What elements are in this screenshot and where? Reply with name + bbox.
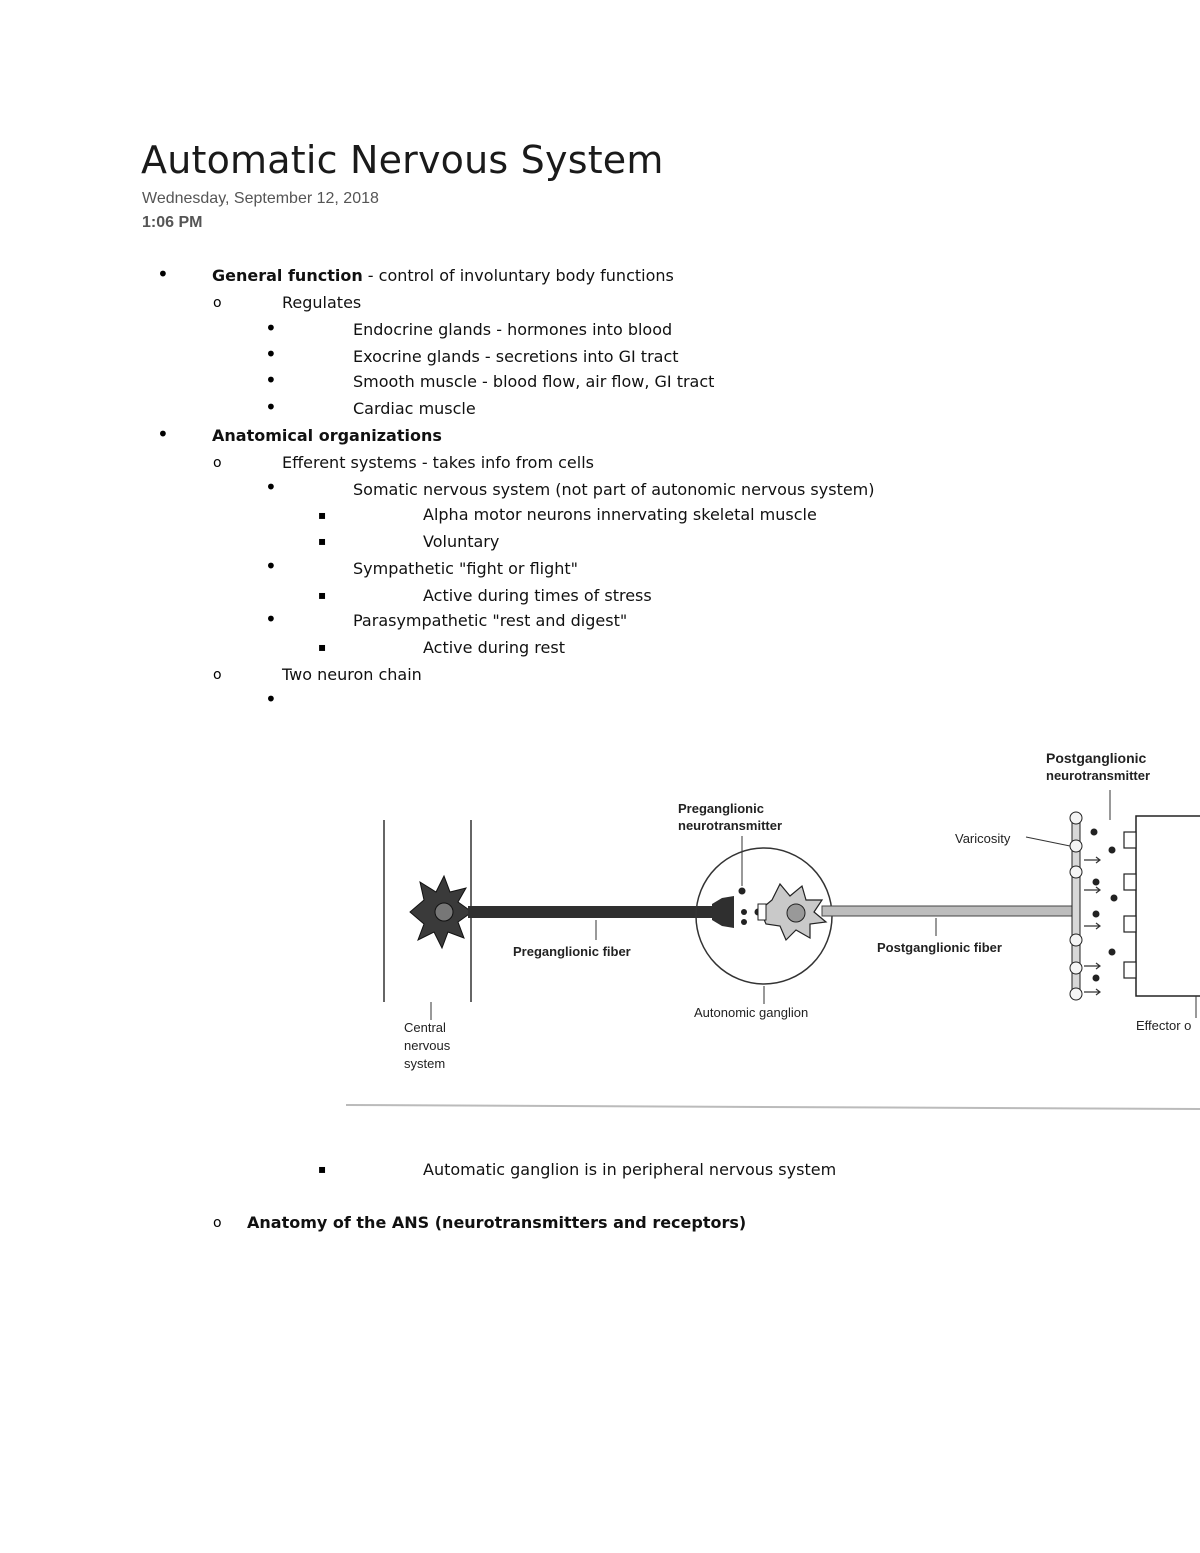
label-cns-2: nervous xyxy=(404,1038,451,1053)
label-postganglionic-nt-1: Postganglionic xyxy=(1046,750,1147,766)
postganglionic-nt-dots xyxy=(1091,829,1118,982)
bullet-square: ▪ xyxy=(318,1162,327,1176)
effector-organ xyxy=(1136,816,1200,996)
two-neuron-chain-diagram xyxy=(340,740,1200,1115)
varicosity-pointer xyxy=(1026,837,1070,846)
general-function-text: - control of involuntary body functions xyxy=(362,266,674,285)
outline-item-alpha: Alpha motor neurons innervating skeletal muscle xyxy=(423,505,817,524)
bullet-disc: • xyxy=(265,554,277,578)
bullet-disc: • xyxy=(157,422,169,446)
ganglion-receptor-site xyxy=(758,904,766,920)
outline-item-regulates: Regulates xyxy=(282,293,362,312)
bullet-circle: o xyxy=(213,295,222,311)
outline-item-efferent: Efferent systems - takes info from cells xyxy=(282,453,594,472)
outline-item-stress: Active during times of stress xyxy=(423,586,652,605)
label-preganglionic-nt-1: Preganglionic xyxy=(678,801,764,816)
label-effector: Effector o xyxy=(1136,1018,1192,1033)
label-autonomic-ganglion: Autonomic ganglion xyxy=(694,1005,809,1020)
preganglionic-axon xyxy=(468,906,716,918)
bullet-circle: o xyxy=(213,1215,222,1231)
outline-item-anatomical: Anatomical organizations xyxy=(212,426,442,445)
preganglionic-terminal xyxy=(712,896,734,928)
label-preganglionic-fiber: Preganglionic fiber xyxy=(513,944,631,959)
label-varicosity: Varicosity xyxy=(955,831,1011,846)
effector-receptors xyxy=(1124,832,1136,978)
page-time: 1:06 PM xyxy=(142,214,203,231)
outline-item-endocrine: Endocrine glands - hormones into blood xyxy=(353,320,673,339)
outline-item-exocrine: Exocrine glands - secretions into GI tract xyxy=(353,347,679,366)
bullet-square: ▪ xyxy=(318,534,327,548)
bullet-disc: • xyxy=(265,368,277,392)
bullet-disc: • xyxy=(265,475,277,499)
postganglionic-axon xyxy=(822,906,1076,916)
label-postganglionic-nt-2: neurotransmitter xyxy=(1046,768,1151,783)
general-function-heading: General function xyxy=(212,266,363,285)
bullet-square: ▪ xyxy=(318,508,327,522)
outline-item-two-neuron: Two neuron chain xyxy=(282,665,422,684)
bullet-disc: • xyxy=(157,262,169,286)
nt-release-arrows xyxy=(1084,857,1100,995)
label-cns-1: Central xyxy=(404,1020,446,1035)
outline-item-voluntary: Voluntary xyxy=(423,532,500,551)
label-preganglionic-nt-2: neurotransmitter xyxy=(678,818,783,833)
outline-item-parasympathetic: Parasympathetic "rest and digest" xyxy=(353,611,628,630)
outline-item-sympathetic: Sympathetic "fight or flight" xyxy=(353,559,579,578)
scan-edge-line xyxy=(346,1105,1200,1109)
outline-item-cardiac: Cardiac muscle xyxy=(353,399,476,418)
outline-item-ganglion-note: Automatic ganglion is in peripheral nervous system xyxy=(423,1160,837,1179)
bullet-disc: • xyxy=(265,607,277,631)
bullet-disc: • xyxy=(265,687,277,711)
outline-item-anatomy-ans: Anatomy of the ANS (neurotransmitters and receptors) xyxy=(247,1213,747,1232)
outline-item-general-function xyxy=(212,266,674,286)
bullet-circle: o xyxy=(213,667,222,683)
label-cns-3: system xyxy=(404,1056,446,1071)
bullet-square: ▪ xyxy=(318,588,327,602)
label-postganglionic-fiber: Postganglionic fiber xyxy=(877,940,1002,955)
bullet-disc: • xyxy=(265,342,277,366)
bullet-disc: • xyxy=(265,316,277,340)
outline-item-somatic: Somatic nervous system (not part of autonomic nervous system) xyxy=(353,480,875,499)
bullet-square: ▪ xyxy=(318,640,327,654)
outline-item-smooth-muscle: Smooth muscle - blood flow, air flow, GI tract xyxy=(353,372,715,391)
outline-item-rest: Active during rest xyxy=(423,638,565,657)
postganglionic-neuron-nucleus xyxy=(787,904,805,922)
bullet-disc: • xyxy=(265,395,277,419)
bullet-circle: o xyxy=(213,455,222,471)
cns-neuron-nucleus xyxy=(435,903,453,921)
page-date: Wednesday, September 12, 2018 xyxy=(142,190,379,207)
page-title: Automatic Nervous System xyxy=(141,138,664,182)
